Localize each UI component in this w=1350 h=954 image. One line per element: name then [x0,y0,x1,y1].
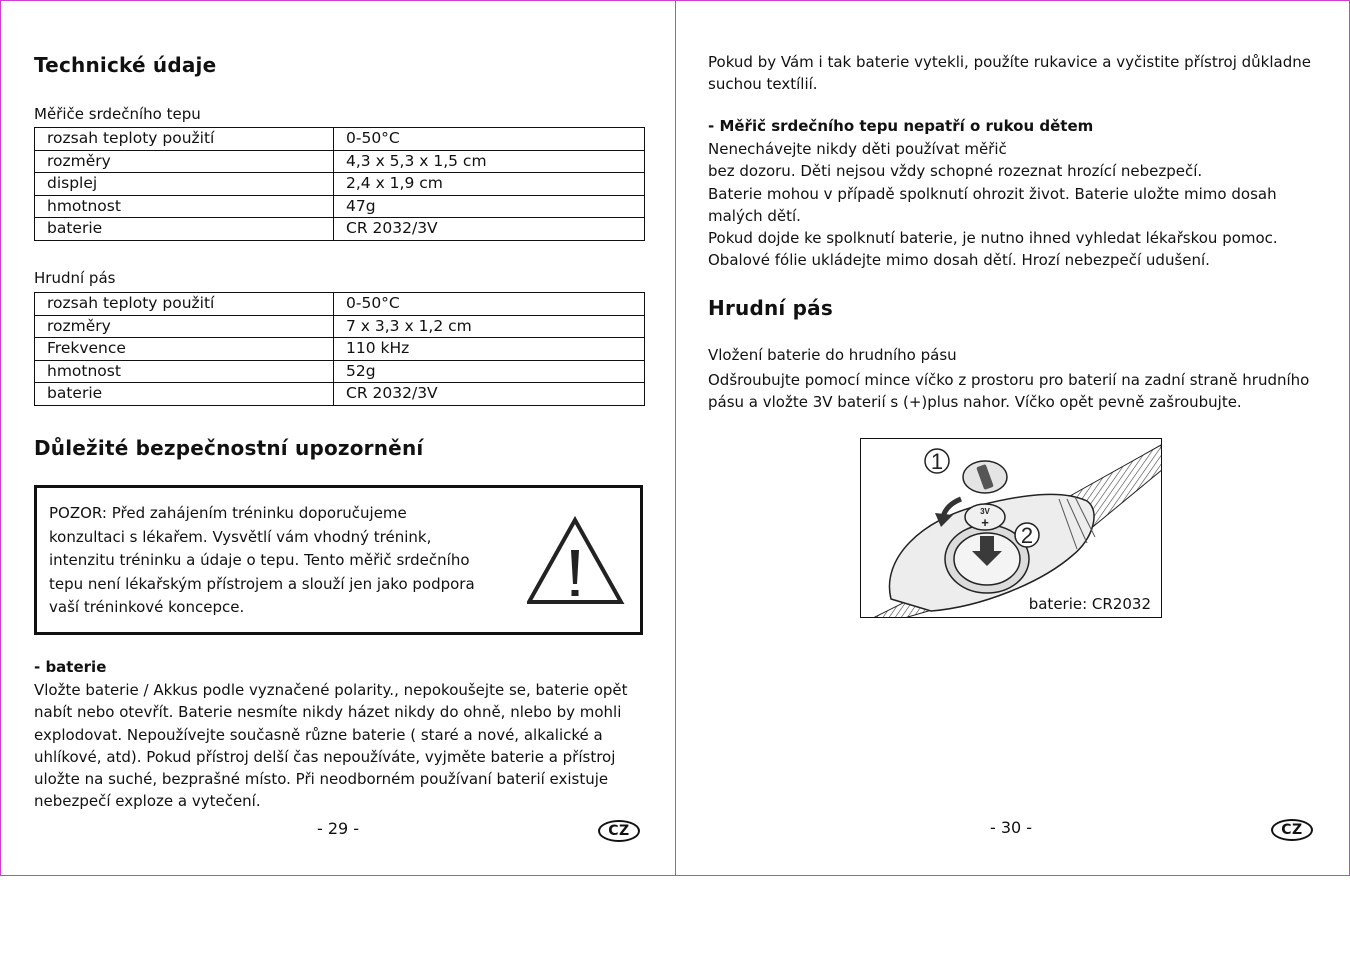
page-left [0,0,676,876]
spec-key: rozměry [35,315,334,338]
warning-line: konzultaci s lékařem. Vysvětlí vám vhodný trénink, [49,527,432,546]
warning-text [49,502,489,620]
warning-line: intenzitu tréninku a údaje o tepu. Tento měřič srdečního [49,551,470,569]
warning-line: vaší tréninkové koncepce. [49,598,245,616]
children-line: malých dětí. [708,206,801,225]
table-row [35,360,645,383]
table-row [35,150,645,173]
hrm-subtitle: Měřiče srdečního tepu [34,105,201,123]
children-line: Nenechávejte nikdy děti používat měřič [708,140,1007,158]
page-number: - 29 - [317,819,360,838]
warning-line: POZOR: Před zahájením tréninku doporučujeme [49,504,407,522]
battery-voltage-label: 3V [980,507,990,516]
page-number: - 30 - [990,818,1033,837]
spec-key: hmotnost [35,360,334,383]
spec-value: 2,4 x 1,9 cm [334,173,645,196]
children-line: Obalové fólie ukládejte mimo dosah dětí. Hrozí nebezpečí udušení. [708,251,1210,270]
insert-line: pásu a vložte 3V baterií s (+)plus nahor. Víčko opět pevně zašroubujte. [708,393,1242,412]
spec-value: 52g [334,360,645,383]
intro-line: Pokud by Vám i tak baterie vytekli, použíte rukavice a vyčistite přístroj důkladne [708,53,1311,71]
children-line: Baterie mohou v případě spolknutí ohrozit život. Baterie uložte mimo dosah [708,184,1277,203]
table-row [35,338,645,361]
spec-value: 47g [334,195,645,218]
table-row [35,195,645,218]
warning-line: tepu není lékařským přístrojem a slouží jen jako podpora [49,574,475,593]
battery-line: uložte na suché, bezprašné místo. Při neodborném používaní baterií existuje [34,770,609,789]
strap-title: Hrudní pás [708,296,833,320]
step-1-label: 1 [930,449,944,474]
spec-value: CR 2032/3V [334,218,645,241]
table-row [35,218,645,241]
table-row [35,315,645,338]
table-row [35,173,645,196]
figure-caption: baterie: CR2032 [1028,595,1151,613]
spec-value: 7 x 3,3 x 1,2 cm [334,315,645,338]
language-badge: CZ [598,820,640,842]
battery-line: nabít nebo otevřít. Baterie nesmíte nikdy házet nikdy do ohně, nlebo by mohli [34,703,622,722]
spec-key: Frekvence [35,338,334,361]
children-line: Pokud dojde ke spolknutí baterie, je nutno ihned vyhledat lékařskou pomoc. [708,229,1278,248]
technical-data-title: Technické údaje [34,53,217,77]
spec-key: rozsah teploty použití [35,293,334,316]
spec-key: baterie [35,218,334,241]
spec-key: rozsah teploty použití [35,128,334,151]
children-line: bez dozoru. Děti nejsou vždy schopné rozeznat hrozící nebezpečí. [708,162,1203,181]
table-row [35,128,645,151]
insert-battery-subtitle: Vložení baterie do hrudního pásu [708,346,957,364]
intro-paragraph [708,51,1328,96]
warning-box [34,485,643,635]
warning-triangle-icon [527,516,627,612]
table-row [35,293,645,316]
battery-line: explodovat. Nepoužívejte současně různe baterie ( staré a nové, alkalické a [34,725,603,744]
safety-title: Důležité bezpečnostní upozornění [34,436,424,460]
step-2-label: 2 [1020,523,1034,548]
spec-value: 0-50°C [334,293,645,316]
language-badge: CZ [1271,819,1313,841]
battery-line: uhlíkové, atd). Pokud přístroj delší čas nepoužíváte, vyjměte baterie a přístroj [34,747,616,766]
spec-value: 4,3 x 5,3 x 1,5 cm [334,150,645,173]
chest-strap-illustration [861,439,1162,618]
spec-key: rozměry [35,150,334,173]
children-paragraph [708,138,1328,272]
battery-line: Vložte baterie / Akkus podle vyznačené polarity., nepokoušejte se, baterie opět [34,681,628,699]
battery-line: nebezpečí exploze a vytečení. [34,792,261,811]
hrm-spec-table [34,127,645,241]
spec-key: baterie [35,383,334,406]
insert-line: Odšroubujte pomocí mince víčko z prostoru pro baterií na zadní straně hrudního [708,371,1310,389]
spec-value: 110 kHz [334,338,645,361]
children-heading: - Měřič srdečního tepu nepatří o rukou dětem [708,117,1094,135]
insert-battery-paragraph [708,369,1328,414]
strap-subtitle: Hrudní pás [34,269,116,287]
intro-line: suchou textílií. [708,75,818,94]
table-row [35,383,645,406]
battery-plus-label: + [981,515,989,530]
spec-value: CR 2032/3V [334,383,645,406]
battery-insertion-figure [860,438,1162,618]
battery-paragraph [34,679,644,813]
spec-value: 0-50°C [334,128,645,151]
strap-spec-table [34,292,645,406]
battery-heading: - baterie [34,658,107,676]
spec-key: hmotnost [35,195,334,218]
spec-key: displej [35,173,334,196]
